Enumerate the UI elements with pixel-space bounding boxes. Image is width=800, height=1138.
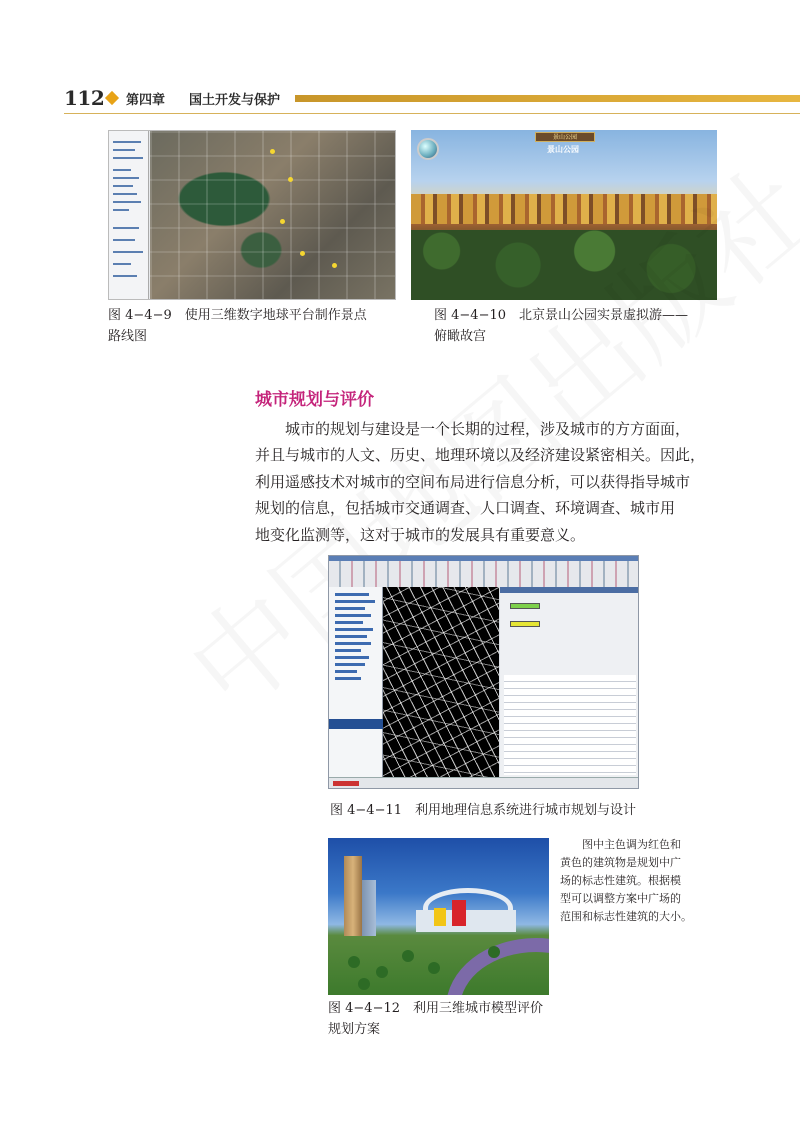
glass-building	[362, 880, 376, 936]
paragraph-line: 城市的规划与建设是一个长期的过程，涉及城市的方方面面，	[285, 420, 691, 438]
section-title: 城市规划与评价	[255, 390, 374, 410]
page-number: 112	[64, 86, 105, 110]
tour-title-badge: 景山公园	[535, 132, 595, 142]
yellow-landmark	[434, 908, 446, 926]
plaza-building	[416, 910, 516, 932]
attribute-table	[504, 675, 636, 775]
tour-overlay-title: 景山公园	[547, 145, 579, 154]
satellite-map-view	[150, 131, 396, 300]
figure-3d-city-model	[328, 838, 549, 995]
figure-caption-11: 图 4−4−11 利用地理信息系统进行城市规划与设计	[330, 803, 637, 818]
high-rise-building	[344, 856, 362, 936]
paragraph-line: 地变化监测等，这对于城市的发展具有重要意义。	[255, 525, 586, 544]
header-rule	[64, 113, 800, 114]
green-swatch	[510, 603, 540, 609]
layer-panel	[109, 131, 149, 300]
red-landmark	[452, 900, 466, 926]
app-toolbar	[329, 561, 639, 587]
body-paragraph	[255, 416, 733, 548]
page-header	[0, 84, 800, 114]
header-decoration-bar	[295, 95, 800, 102]
figure-virtual-tour	[411, 130, 717, 300]
vector-map-view	[383, 587, 499, 777]
paragraph-line: 利用遥感技术对城市的空间布局进行信息分析，可以获得指导城市	[255, 472, 691, 491]
palace-roofs	[411, 194, 717, 224]
chapter-title: 国土开发与保护	[189, 93, 281, 108]
side-note: 图中主色调为红色和 黄色的建筑物是规划中广 场的标志性建筑。根据模 型可以调整方案中广场的 范围和标志性建筑的大小。	[560, 838, 692, 923]
globe-icon	[417, 138, 439, 160]
figure-caption-9: 图 4−4−9 使用三维数字地球平台制作景点 路线图	[108, 308, 367, 344]
status-bar	[329, 777, 639, 789]
paragraph-line: 规划的信息，包括城市交通调查、人口调查、环境调查、城市用	[255, 499, 676, 518]
foreground-trees	[411, 230, 717, 300]
chapter-label: 第四章	[126, 93, 166, 108]
figure-caption-10: 图 4−4−10 北京景山公园实景虚拟游—— 俯瞰故宫	[434, 308, 689, 344]
figure-caption-12: 图 4−4−12 利用三维城市模型评价 规划方案	[328, 1001, 544, 1037]
properties-panel	[500, 587, 639, 777]
legend-header	[329, 719, 383, 729]
paragraph-line: 并且与城市的人文、历史、地理环境以及经济建设紧密相关。因此，	[255, 446, 706, 465]
diamond-icon	[105, 91, 119, 105]
figure-3d-earth-platform	[108, 130, 396, 300]
yellow-swatch	[510, 621, 540, 627]
layer-tree	[329, 587, 383, 777]
figure-gis-screenshot	[328, 555, 639, 789]
